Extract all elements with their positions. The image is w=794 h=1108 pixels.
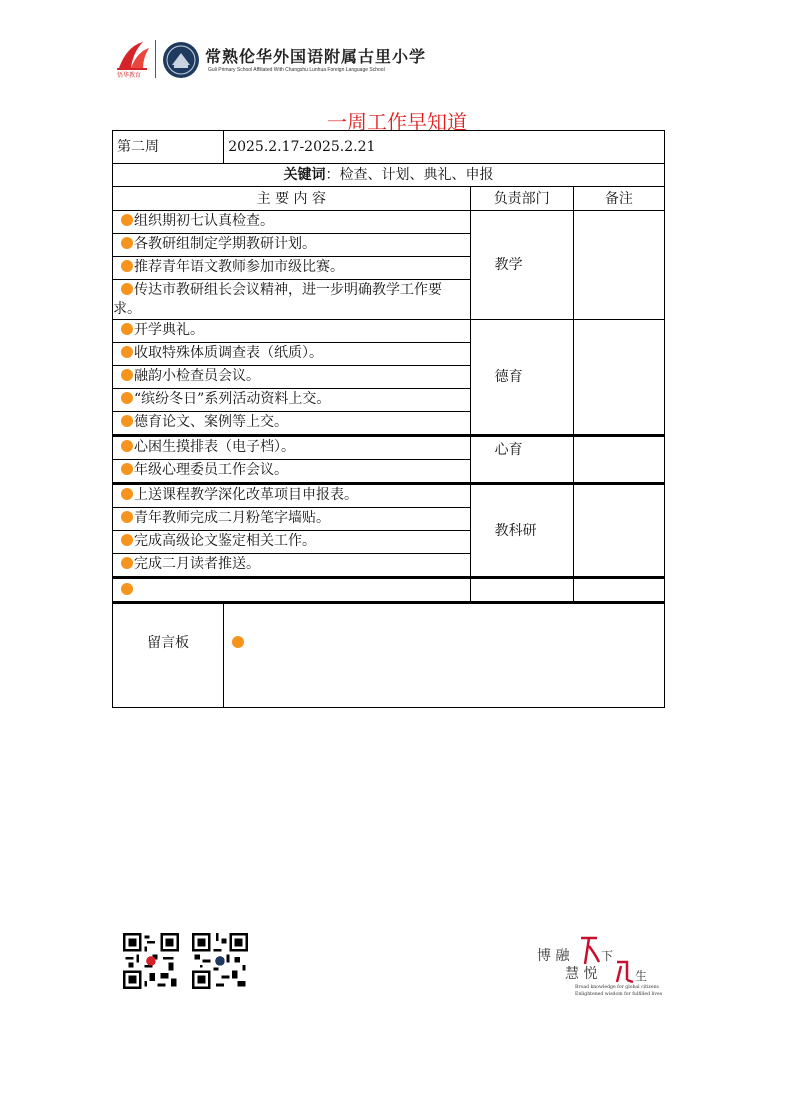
school-name-cn: 常熟伦华外国语附属古里小学 [205,47,427,66]
bullet-icon [232,636,244,648]
empty-item-row [113,578,471,603]
remark-cell [573,484,664,578]
bullet-icon [121,440,133,452]
bullet-icon [121,369,133,381]
dept-moral: 德育 [470,320,573,436]
motto-line3: 慧 悦 [565,966,598,982]
empty-dept-cell [470,578,573,603]
dept-psych: 心育 [470,436,573,484]
keywords-label: 关键词 [283,167,326,183]
header-divider [155,40,156,78]
school-name-en: Guli Primary School Affiliated With Changshu Lunhua Foreign Language School [208,67,385,73]
list-item: 组织期初七认真检查。 [113,211,470,234]
bullet-icon [121,214,133,226]
motto-line4: 生 [635,969,648,983]
header-dept: 负责部门 [470,187,573,211]
list-item: 各教研组制定学期教研计划。 [113,234,470,257]
bullet-icon [121,534,133,546]
list-item: 心困生摸排表（电子档）。 [113,437,470,460]
bullet-icon [121,260,133,272]
dept-teaching: 教学 [470,211,573,320]
list-item: 德育论文、案例等上交。 [113,412,470,434]
motto-line1: 博 融 [537,948,570,964]
bullet-icon [121,463,133,475]
bullet-icon [121,323,133,335]
week-label: 第二周 [113,131,224,164]
bullet-icon [121,392,133,404]
motto-mark-1 [581,938,599,964]
message-board-label: 留言板 [113,603,224,708]
motto-mark-2 [617,962,633,982]
teaching-items [113,211,471,320]
bullet-icon [121,511,133,523]
list-item: 青年教师完成二月粉笔字墙贴。 [113,508,470,531]
list-item: 传达市教研组长会议精神，进一步明确教学工作要求。 [113,282,442,317]
list-item: 完成高级论文鉴定相关工作。 [113,531,470,554]
bullet-icon [121,583,133,595]
list-item: 融韵小检查员会议。 [113,366,470,389]
qr-code-icon [192,933,248,989]
moral-items [113,320,471,436]
keywords-row [113,164,665,187]
date-range: 2025.2.17-2025.2.21 [224,131,665,164]
school-motto-logo [535,930,685,1000]
list-item: 完成二月读者推送。 [113,554,470,576]
bullet-icon [121,415,133,427]
message-board-content [224,603,665,708]
school-seal-icon [162,41,200,79]
bullet-icon [121,283,133,295]
motto-line2: 下 [601,949,614,963]
page-title: 一周工作早知道 [327,110,467,134]
weekly-schedule-table [112,130,665,708]
list-item: “缤纷冬日”系列活动资料上交。 [113,389,470,412]
list-item: 收取特殊体质调查表（纸质）。 [113,343,470,366]
qr-code-icon [123,933,179,989]
list-item: 上送课程教学深化改革项目申报表。 [113,485,470,508]
header-content: 主 要 内 容 [113,187,471,211]
remark-cell [573,320,664,436]
bullet-icon [121,346,133,358]
keywords-text: ：检查、计划、典礼、申报 [325,167,494,183]
bullet-icon [121,237,133,249]
dept-research: 教科研 [470,484,573,578]
remark-cell [573,578,664,603]
motto-en-1: Broad knowledge for global citizens [575,985,659,990]
bullet-icon [121,488,133,500]
remark-cell [573,211,664,320]
research-items [113,484,471,578]
list-item: 年级心理委员工作会议。 [113,460,470,482]
list-item: 推荐青年语文教师参加市级比赛。 [113,257,470,280]
header-remark: 备注 [573,187,664,211]
bullet-icon [121,557,133,569]
list-item: 开学典礼。 [113,320,470,343]
remark-cell [573,436,664,484]
motto-en-2: Enlightened wisdom for fulfilled lives [575,992,663,997]
brand-caption: 悟华教育 [117,73,142,79]
psych-items [113,436,471,484]
